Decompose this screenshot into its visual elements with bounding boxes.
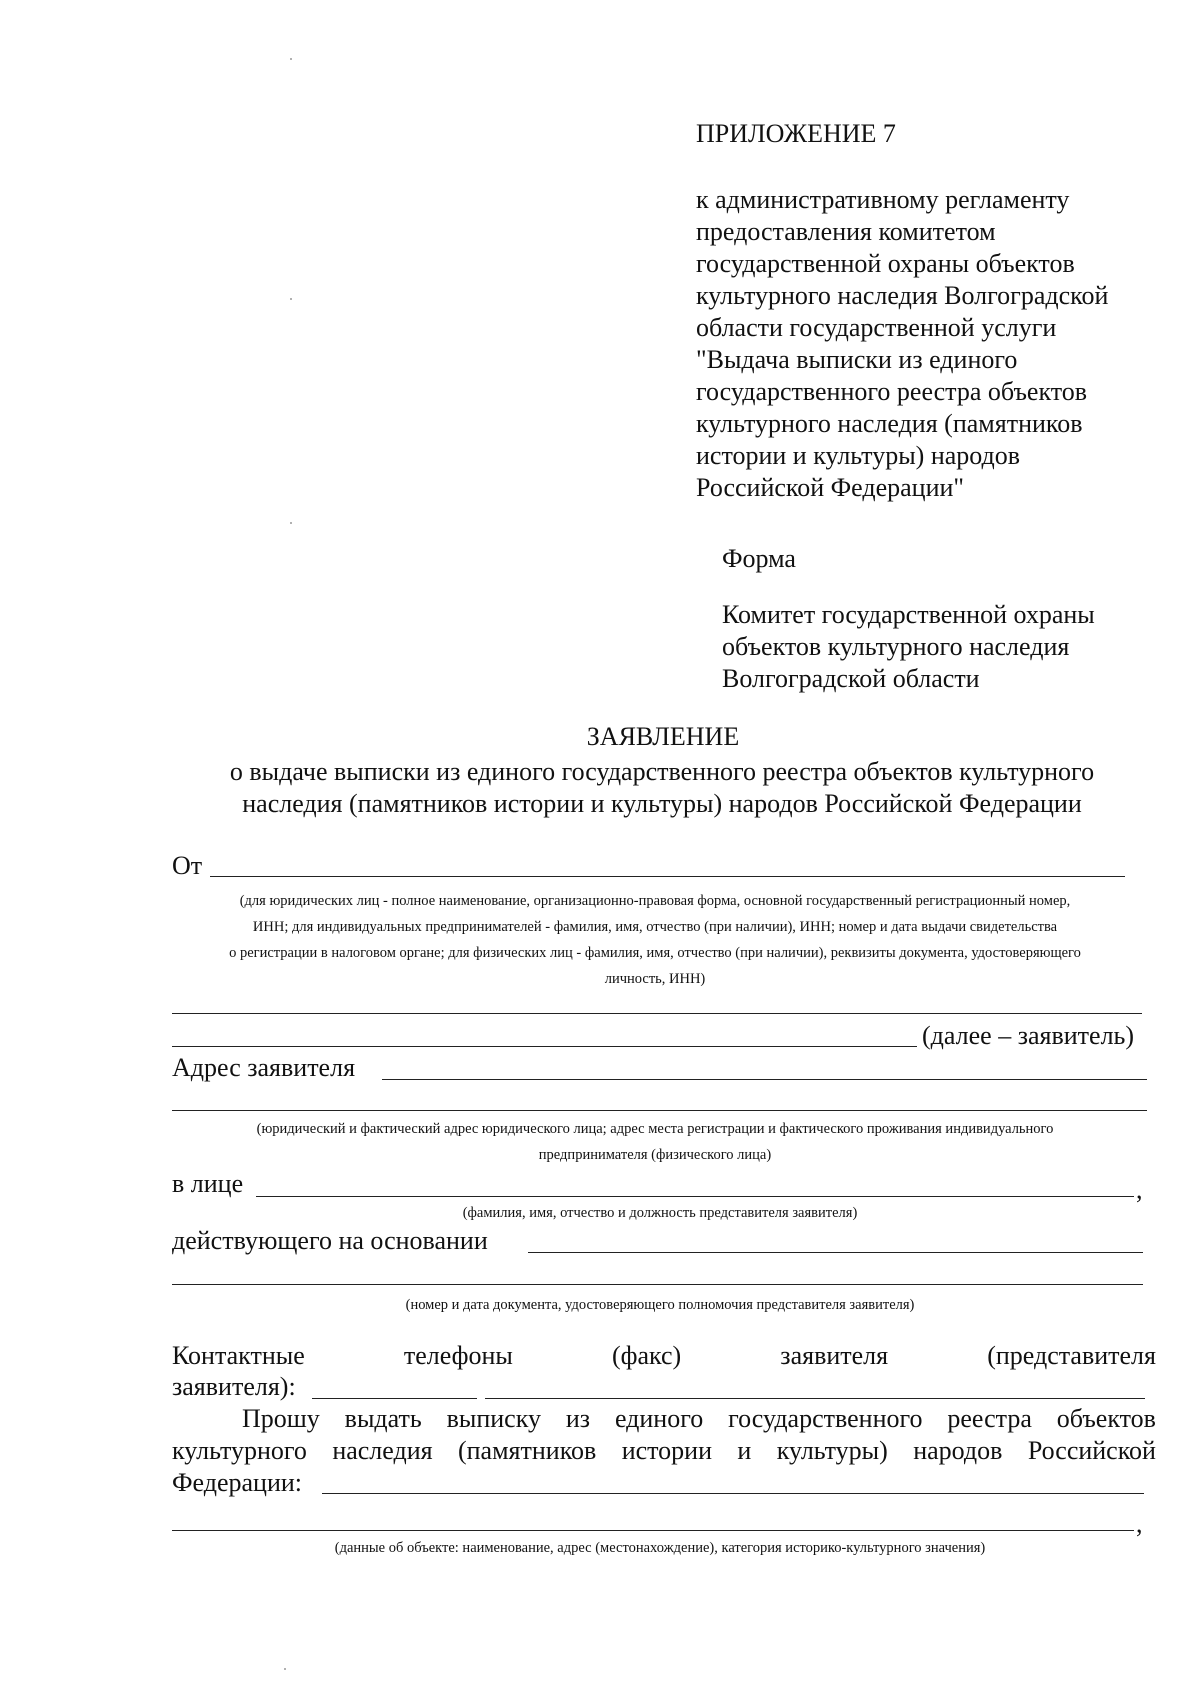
person-input-line[interactable]	[256, 1196, 1134, 1197]
contacts-word: Контактные	[172, 1341, 305, 1370]
statement-subtitle: наследия (памятников истории и культуры) народов Российской Федерации	[242, 789, 1082, 818]
addressee-line: Волгоградской области	[722, 664, 980, 693]
from-input-line-3[interactable]	[172, 1046, 917, 1047]
request-label-3: Федерации:	[172, 1468, 303, 1497]
object-input-line[interactable]	[322, 1493, 1144, 1494]
request-word: объектов	[1056, 1404, 1156, 1433]
person-hint: (фамилия, имя, отчество и должность представителя заявителя)	[462, 1205, 858, 1221]
hint-line: личность, ИНН)	[604, 971, 706, 987]
contacts-word: заявителя	[780, 1341, 889, 1370]
address-label: Адрес заявителя	[172, 1053, 356, 1082]
from-hint	[160, 888, 1150, 992]
scan-speck	[290, 522, 292, 524]
from-input-line[interactable]	[210, 876, 1125, 877]
request-word: наследия	[332, 1436, 433, 1465]
request-word: из	[565, 1404, 591, 1433]
appendix-line: области государственной услуги	[696, 313, 1057, 342]
request-word: культуры)	[776, 1436, 888, 1465]
hint-line: ИНН; для индивидуальных предпринимателей - фамилия, имя, отчество (при наличии), ИНН; номер и дата выдачи свидетельства	[252, 919, 1058, 935]
request-word: Прошу	[242, 1404, 320, 1433]
request-word: государственного	[728, 1404, 923, 1433]
appendix-line: "Выдача выписки из единого	[696, 345, 1018, 374]
request-word: выдать	[344, 1404, 422, 1433]
contacts-word: (факс)	[611, 1341, 682, 1370]
address-input-line[interactable]	[382, 1079, 1147, 1080]
address-hint: (юридический и фактический адрес юридического лица; адрес места регистрации и фактического проживания индивидуального	[256, 1121, 1054, 1137]
contacts-input-line[interactable]	[312, 1398, 477, 1399]
scan-speck	[290, 298, 292, 300]
basis-label: действующего на основании	[172, 1226, 488, 1255]
request-word: реестра	[947, 1404, 1032, 1433]
request-word: и	[737, 1436, 752, 1465]
from-input-line-2[interactable]	[172, 1013, 1142, 1014]
address-hint: предпринимателя (физического лица)	[538, 1147, 772, 1163]
request-word: Российской	[1027, 1436, 1156, 1465]
appendix-line: истории и культуры) народов	[696, 441, 1021, 470]
request-line	[242, 1403, 1156, 1435]
contacts-word: (представителя	[987, 1341, 1156, 1370]
request-word: единого	[614, 1404, 704, 1433]
appendix-line: культурного наследия Волгоградской	[696, 281, 1109, 310]
from-label: От	[172, 851, 203, 880]
basis-input-line-2[interactable]	[172, 1284, 1143, 1285]
person-comma: ,	[1136, 1175, 1143, 1204]
hint-line: (для юридических лиц - полное наименование, организационно-правовая форма, основной государственный регистрационный номер,	[239, 893, 1071, 909]
appendix-reference	[696, 184, 1108, 504]
object-input-line-2[interactable]	[172, 1530, 1134, 1531]
request-word: народов	[913, 1436, 1003, 1465]
appendix-line: к административному регламенту	[696, 185, 1070, 214]
request-line	[172, 1435, 1156, 1467]
appendix-title: ПРИЛОЖЕНИЕ 7	[696, 119, 896, 148]
hint-line: о регистрации в налоговом органе; для физических лиц - фамилия, имя, отчество (при наличии), реквизиты документа, удостоверяющего	[229, 945, 1081, 961]
contacts-input-line-2[interactable]	[485, 1398, 1145, 1399]
request-word: культурного	[172, 1436, 307, 1465]
applicant-suffix: (далее – заявитель)	[922, 1021, 1135, 1050]
object-hint: (данные об объекте: наименование, адрес (местонахождение), категория историко-культурного значения)	[334, 1540, 986, 1556]
scan-speck	[284, 1668, 286, 1670]
statement-title: ЗАЯВЛЕНИЕ	[586, 722, 740, 751]
request-word: (памятников	[457, 1436, 597, 1465]
object-comma: ,	[1136, 1509, 1143, 1538]
basis-input-line[interactable]	[528, 1252, 1143, 1253]
appendix-line: предоставления комитетом	[696, 217, 996, 246]
contacts-label	[172, 1340, 1156, 1372]
request-word: истории	[621, 1436, 712, 1465]
request-word: выписку	[446, 1404, 541, 1433]
addressee-line: объектов культурного наследия	[722, 632, 1070, 661]
appendix-line: культурного наследия (памятников	[696, 409, 1083, 438]
contacts-label-2: заявителя):	[172, 1372, 296, 1401]
scan-speck	[290, 58, 292, 60]
statement-subtitle: о выдаче выписки из единого государственного реестра объектов культурного	[229, 757, 1095, 786]
address-input-line-2[interactable]	[172, 1110, 1147, 1111]
appendix-line: государственного реестра объектов	[696, 377, 1088, 406]
form-label: Форма	[722, 544, 796, 573]
appendix-line: государственной охраны объектов	[696, 249, 1075, 278]
appendix-line: Российской Федерации"	[696, 473, 965, 502]
addressee-block	[722, 599, 1095, 695]
basis-hint: (номер и дата документа, удостоверяющего полномочия представителя заявителя)	[405, 1297, 915, 1313]
contacts-word: телефоны	[403, 1341, 513, 1370]
addressee-line: Комитет государственной охраны	[722, 600, 1095, 629]
person-label: в лице	[172, 1169, 244, 1198]
